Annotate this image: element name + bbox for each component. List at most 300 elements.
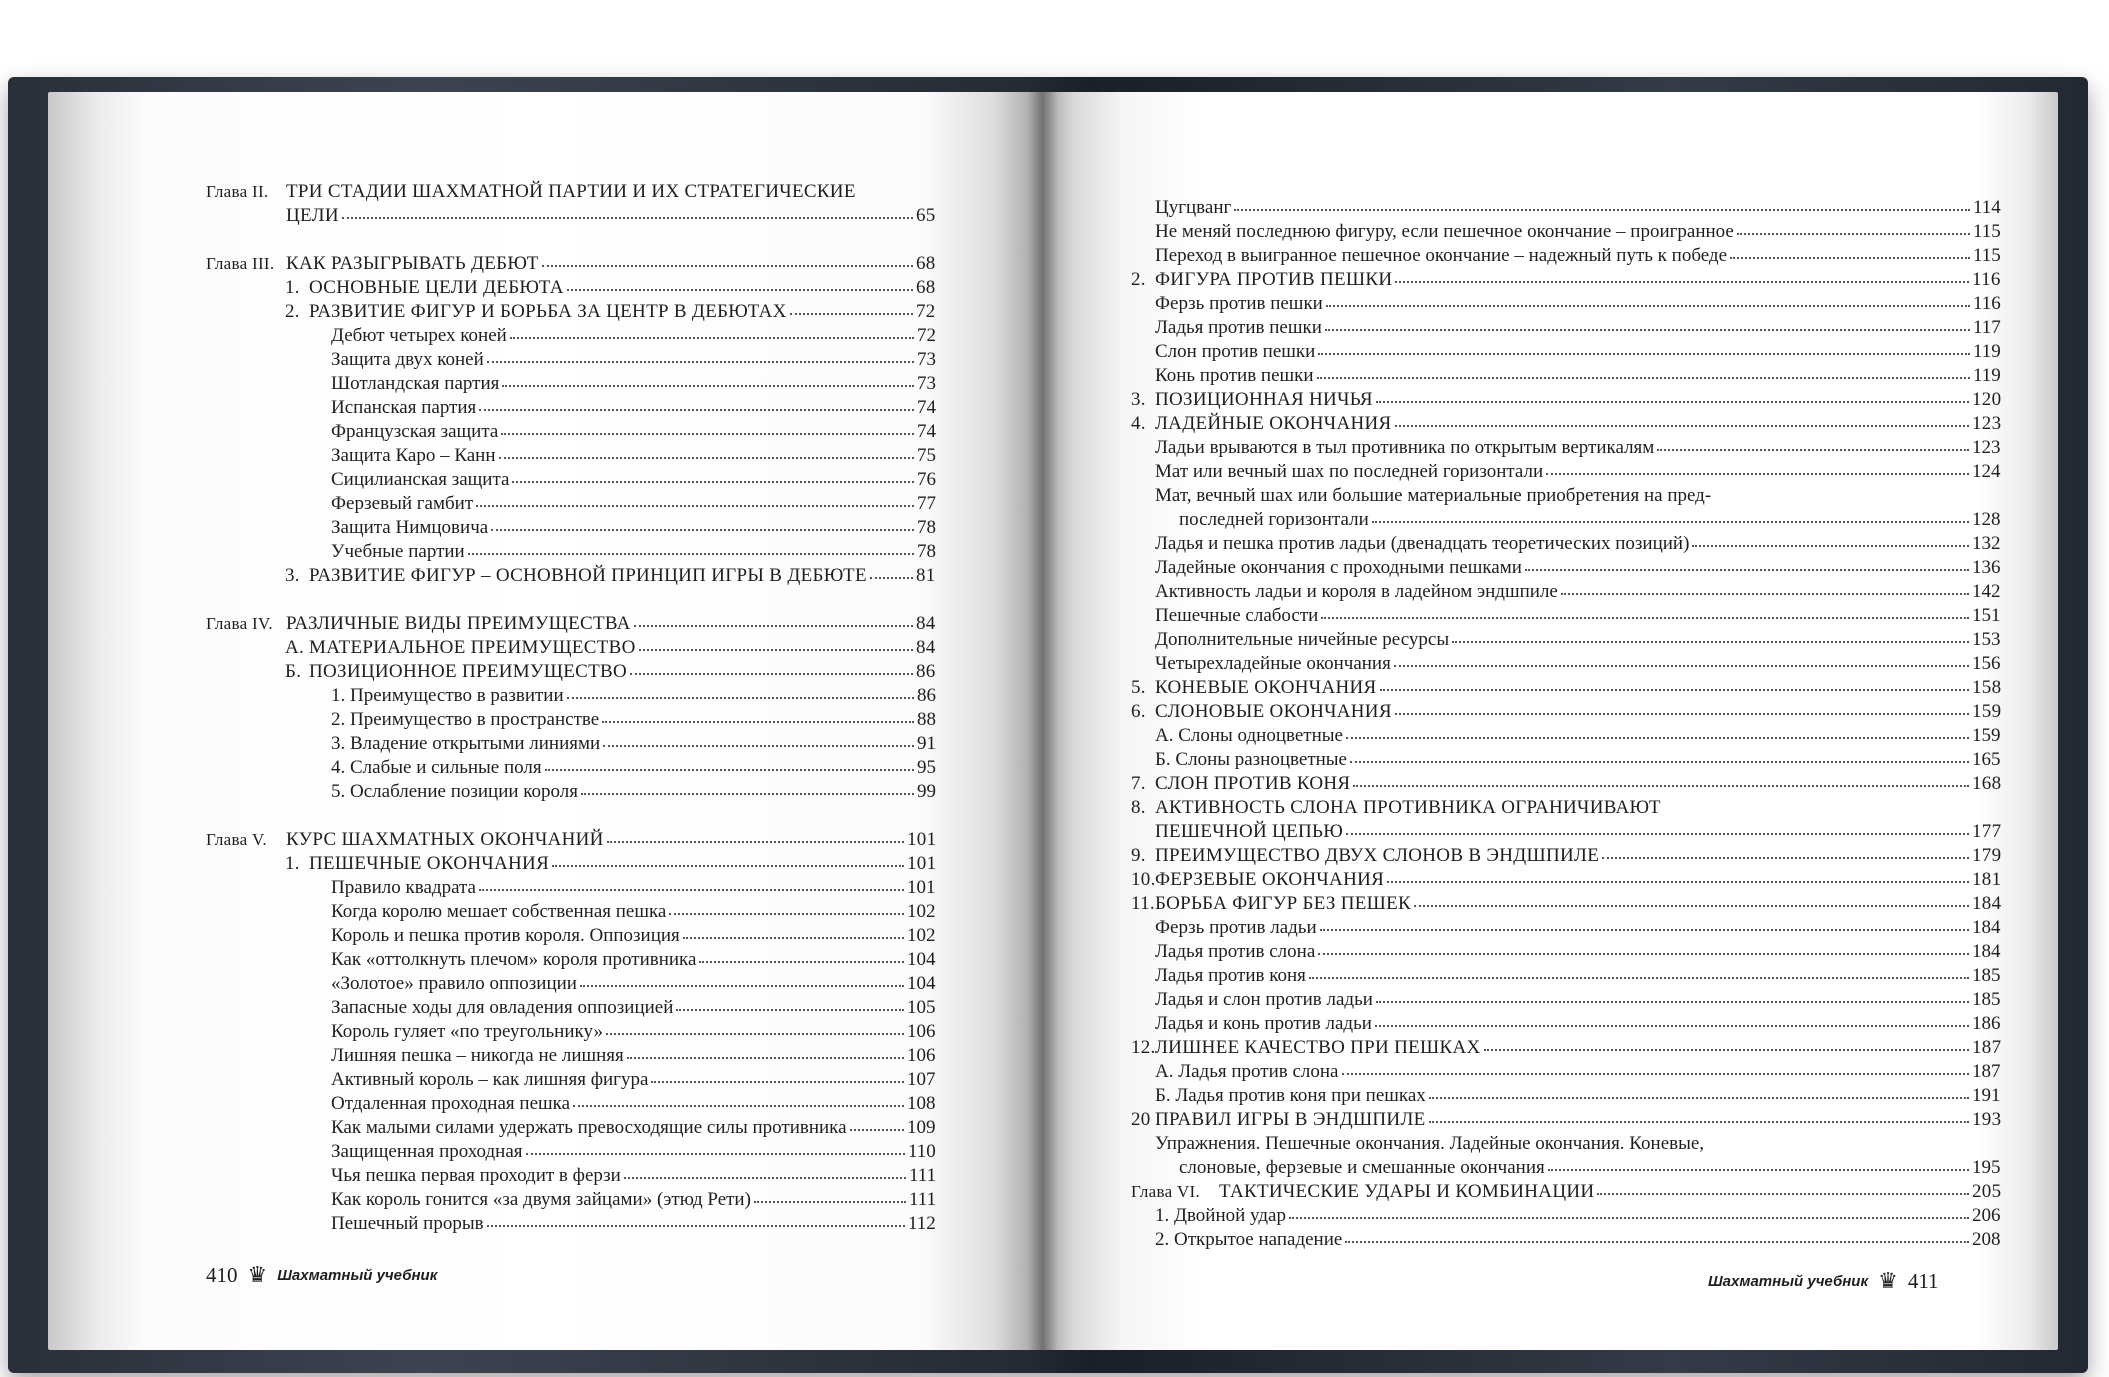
- dot-leader: [624, 1177, 906, 1179]
- entry-number: 3.: [285, 565, 300, 586]
- entry-title: Ферзь против ладьи: [1155, 917, 1317, 938]
- entry-title: Б. Ладья против коня при пешках: [1155, 1085, 1426, 1106]
- toc-entry: [1131, 868, 2001, 892]
- dot-leader: [639, 649, 913, 651]
- entry-page: 109: [907, 1117, 936, 1138]
- dot-leader: [1346, 833, 1969, 835]
- toc-entry: [206, 612, 936, 636]
- entry-title: Защищенная проходная: [331, 1141, 523, 1162]
- toc-entry: [1131, 460, 2001, 484]
- entry-title: КУРС ШАХМАТНЫХ ОКОНЧАНИЙ: [286, 829, 604, 850]
- entry-number: 6.: [1131, 701, 1146, 722]
- dot-leader: [1395, 281, 1969, 283]
- toc-entry: [1131, 700, 2001, 724]
- entry-page: 86: [916, 661, 936, 682]
- entry-page: 116: [1973, 293, 2001, 314]
- entry-title: Отдаленная проходная пешка: [331, 1093, 571, 1114]
- dot-leader: [1452, 641, 1969, 643]
- dot-leader: [501, 433, 914, 435]
- dot-leader: [1375, 1025, 1969, 1027]
- toc-entry: [1131, 244, 2001, 268]
- toc-entry: [1131, 940, 2001, 964]
- toc-entry: [1131, 220, 2001, 244]
- entry-title: РАЗЛИЧНЫЕ ВИДЫ ПРЕИМУЩЕСТВА: [286, 613, 631, 634]
- dot-leader: [502, 385, 914, 387]
- toc-entry: [206, 1140, 936, 1164]
- dot-leader: [850, 1129, 904, 1131]
- entry-title: А. Ладья против слона: [1155, 1061, 1339, 1082]
- toc-entry: [1131, 1084, 2001, 1108]
- entry-page: 136: [1972, 557, 2001, 578]
- toc-entry: [1131, 508, 2001, 532]
- dot-leader: [1350, 761, 1969, 763]
- toc-entry: [206, 876, 936, 900]
- entry-page: 120: [1972, 389, 2002, 410]
- entry-page: 195: [1972, 1157, 2001, 1178]
- entry-title: 5. Ослабление позиции короля: [331, 781, 579, 802]
- entry-page: 119: [1973, 341, 2001, 362]
- entry-title: Мат или вечный шах по последней горизонтали: [1155, 461, 1544, 482]
- entry-title: ТАКТИЧЕСКИЕ УДАРЫ И КОМБИНАЦИИ: [1219, 1181, 1595, 1202]
- dot-leader: [545, 769, 914, 771]
- entry-page: 184: [1972, 941, 2001, 962]
- toc-entry: [206, 468, 936, 492]
- toc-entry: [1131, 844, 2001, 868]
- dot-leader: [1737, 233, 1970, 235]
- entry-page: 115: [1973, 245, 2001, 266]
- dot-leader: [491, 529, 914, 531]
- entry-page: 123: [1972, 437, 2001, 458]
- entry-page: 110: [908, 1141, 936, 1162]
- entry-page: 184: [1972, 893, 2002, 914]
- toc-entry: [206, 372, 936, 396]
- toc-entry: [206, 1164, 936, 1188]
- toc-entry: [1131, 964, 2001, 988]
- dot-leader: [1380, 689, 1969, 691]
- entry-title: слоновые, ферзевые и смешанные окончания: [1179, 1157, 1545, 1178]
- entry-page: 185: [1972, 965, 2001, 986]
- entry-page: 142: [1972, 581, 2001, 602]
- entry-page: 151: [1972, 605, 2001, 626]
- entry-number: 7.: [1131, 773, 1146, 794]
- entry-title: РАЗВИТИЕ ФИГУР – ОСНОВНОЙ ПРИНЦИП ИГРЫ В ДЕБЮТЕ: [309, 565, 867, 586]
- dot-leader: [1548, 1169, 1969, 1171]
- table-of-contents-left: [206, 180, 936, 1236]
- dot-leader: [1342, 1073, 1969, 1075]
- entry-page: 187: [1972, 1061, 2001, 1082]
- entry-title: Защита Нимцовича: [331, 517, 489, 538]
- toc-entry: [1131, 1180, 2001, 1204]
- entry-title: 3. Владение открытыми линиями: [331, 733, 601, 754]
- entry-page: 81: [916, 565, 936, 586]
- dot-leader: [1325, 329, 1970, 331]
- entry-page: 102: [907, 925, 936, 946]
- entry-page: 73: [917, 349, 936, 370]
- entry-page: 72: [917, 325, 936, 346]
- toc-entry: [1131, 268, 2001, 292]
- entry-page: 91: [917, 733, 936, 754]
- entry-title: 2. Открытое нападение: [1155, 1229, 1343, 1250]
- entry-title: Пешечные слабости: [1155, 605, 1319, 626]
- dot-leader: [1546, 473, 1969, 475]
- dot-leader: [1394, 665, 1969, 667]
- entry-title: Запасные ходы для овладения оппозицией: [331, 997, 674, 1018]
- dot-leader: [512, 481, 914, 483]
- entry-title: Ферзевый гамбит: [331, 493, 474, 514]
- entry-page: 108: [907, 1093, 936, 1114]
- dot-leader: [699, 961, 904, 963]
- dot-leader: [487, 1225, 905, 1227]
- dot-leader: [1320, 929, 1969, 931]
- toc-entry: [1131, 1156, 2001, 1180]
- toc-entry: [1131, 1228, 2001, 1252]
- dot-leader: [870, 577, 913, 579]
- entry-title: Учебные партии: [331, 541, 465, 562]
- entry-page: 177: [1972, 821, 2002, 842]
- toc-entry: [206, 1044, 936, 1068]
- toc-entry: [206, 564, 936, 588]
- toc-entry: [206, 1116, 936, 1140]
- entry-title: Конь против пешки: [1155, 365, 1314, 386]
- toc-entry: [206, 300, 936, 324]
- left-page: [48, 92, 1043, 1350]
- entry-title: ЛАДЕЙНЫЕ ОКОНЧАНИЯ: [1155, 413, 1392, 434]
- entry-number: 12.: [1131, 1037, 1156, 1058]
- dot-leader: [1602, 857, 1969, 859]
- dot-leader: [1317, 377, 1970, 379]
- entry-title: СЛОН ПРОТИВ КОНЯ: [1155, 773, 1351, 794]
- entry-title: Слон против пешки: [1155, 341, 1316, 362]
- entry-number: 1.: [285, 277, 300, 298]
- entry-page: 128: [1972, 509, 2001, 530]
- entry-page: 72: [916, 301, 936, 322]
- toc-entry: [1131, 748, 2001, 772]
- entry-title: ФЕРЗЕВЫЕ ОКОНЧАНИЯ: [1155, 869, 1385, 890]
- dot-leader: [1376, 401, 1969, 403]
- dot-leader: [510, 337, 914, 339]
- entry-page: 106: [907, 1021, 936, 1042]
- dot-leader: [1657, 449, 1969, 451]
- entry-page: 68: [916, 253, 936, 274]
- entry-page: 107: [907, 1069, 936, 1090]
- dot-leader: [1234, 209, 1970, 211]
- dot-leader: [1318, 953, 1969, 955]
- dot-leader: [580, 985, 904, 987]
- toc-entry: [1131, 292, 2001, 316]
- entry-page: 205: [1972, 1181, 2002, 1202]
- entry-title: Защита Каро – Канн: [331, 445, 496, 466]
- chapter-label: Глава III.: [206, 254, 275, 273]
- dot-leader: [602, 721, 914, 723]
- running-title: Шахматный учебник: [1708, 1272, 1869, 1290]
- entry-title: Ладья и слон против ладьи: [1155, 989, 1373, 1010]
- toc-entry: [1131, 436, 2001, 460]
- entry-page: 104: [907, 973, 936, 994]
- entry-title: КОНЕВЫЕ ОКОНЧАНИЯ: [1155, 677, 1377, 698]
- toc-entry: [206, 324, 936, 348]
- entry-number: Б.: [285, 661, 302, 682]
- entry-title: Ладья против пешки: [1155, 317, 1322, 338]
- dot-leader: [603, 745, 914, 747]
- entry-number: 1.: [285, 853, 300, 874]
- entry-title: ПЕШЕЧНЫЕ ОКОНЧАНИЯ: [309, 853, 550, 874]
- entry-title: ТРИ СТАДИИ ШАХМАТНОЙ ПАРТИИ И ИХ СТРАТЕГИЧЕСКИЕ: [286, 181, 856, 202]
- entry-page: 65: [916, 205, 936, 226]
- toc-entry: [1131, 532, 2001, 556]
- toc-entry: [206, 684, 936, 708]
- entry-title: Ладья против слона: [1155, 941, 1316, 962]
- toc-entry: [1131, 1132, 2001, 1156]
- entry-title: Правило квадрата: [331, 877, 476, 898]
- entry-number: 8.: [1131, 797, 1146, 818]
- entry-number: 9.: [1131, 845, 1146, 866]
- toc-entry: [1131, 820, 2001, 844]
- toc-entry: [206, 732, 936, 756]
- entry-title: Ферзь против пешки: [1155, 293, 1323, 314]
- entry-title: Ладьи врываются в тыл противника по открытым вертикалям: [1155, 437, 1655, 458]
- entry-page: 181: [1972, 869, 2002, 890]
- entry-page: 119: [1973, 365, 2001, 386]
- entry-title: Дополнительные ничейные ресурсы: [1155, 629, 1450, 650]
- toc-entry: [1131, 604, 2001, 628]
- entry-page: 84: [916, 613, 936, 634]
- entry-title: 1. Преимущество в развитии: [331, 685, 564, 706]
- entry-page: 105: [907, 997, 936, 1018]
- page-number: 411: [1907, 1268, 1939, 1293]
- chapter-label: Глава IV.: [206, 614, 273, 633]
- entry-page: 99: [917, 781, 936, 802]
- toc-entry: [206, 828, 936, 852]
- entry-page: 73: [917, 373, 936, 394]
- entry-number: 11.: [1131, 893, 1155, 914]
- toc-entry: [206, 636, 936, 660]
- dot-leader: [627, 1057, 904, 1059]
- toc-entry: [1131, 580, 2001, 604]
- toc-entry: [206, 1020, 936, 1044]
- entry-title: ПРАВИЛ ИГРЫ В ЭНДШПИЛЕ: [1155, 1109, 1426, 1130]
- toc-entry: [206, 396, 936, 420]
- dot-leader: [1429, 1121, 1969, 1123]
- entry-page: 75: [917, 445, 936, 466]
- entry-number: 3.: [1131, 389, 1146, 410]
- dot-leader: [1414, 905, 1969, 907]
- toc-entry: [1131, 484, 2001, 508]
- entry-title: А. Слоны одноцветные: [1155, 725, 1343, 746]
- running-title: Шахматный учебник: [277, 1266, 438, 1284]
- entry-title: СЛОНОВЫЕ ОКОНЧАНИЯ: [1155, 701, 1392, 722]
- entry-title: Активный король – как лишняя фигура: [331, 1069, 649, 1090]
- toc-entry: [1131, 1036, 2001, 1060]
- entry-title: МАТЕРИАЛЬНОЕ ПРЕИМУЩЕСТВО: [309, 637, 636, 658]
- toc-entry: [206, 540, 936, 564]
- entry-title: ЛИШНЕЕ КАЧЕСТВО ПРИ ПЕШКАХ: [1155, 1037, 1481, 1058]
- entry-title: Испанская партия: [331, 397, 477, 418]
- toc-entry: [1131, 364, 2001, 388]
- right-page-footer: [1708, 1268, 1939, 1294]
- dot-leader: [1730, 257, 1970, 259]
- entry-title: Король гуляет «по треугольнику»: [331, 1021, 603, 1042]
- toc-entry: [1131, 652, 2001, 676]
- entry-title: 4. Слабые и сильные поля: [331, 757, 542, 778]
- entry-number: 2.: [285, 301, 300, 322]
- toc-entry: [206, 948, 936, 972]
- entry-title: Как малыми силами удержать превосходящие силы противника: [331, 1117, 847, 1138]
- dot-leader: [1346, 737, 1969, 739]
- entry-title: Защита двух коней: [331, 349, 484, 370]
- toc-entry: [1131, 796, 2001, 820]
- dot-leader: [1372, 521, 1969, 523]
- toc-entry: [206, 492, 936, 516]
- toc-entry: [206, 924, 936, 948]
- entry-number: 2.: [1131, 269, 1146, 290]
- dot-leader: [1429, 1097, 1969, 1099]
- dot-leader: [607, 841, 904, 843]
- entry-page: 106: [907, 1045, 936, 1066]
- dot-leader: [634, 625, 913, 627]
- dot-leader: [1309, 977, 1969, 979]
- dot-leader: [1395, 425, 1969, 427]
- entry-page: 159: [1972, 725, 2001, 746]
- toc-entry: [206, 1068, 936, 1092]
- toc-entry: [206, 756, 936, 780]
- entry-page: 185: [1972, 989, 2001, 1010]
- entry-page: 191: [1972, 1085, 2001, 1106]
- entry-page: 123: [1972, 413, 2002, 434]
- entry-page: 186: [1972, 1013, 2001, 1034]
- dot-leader: [1318, 353, 1970, 355]
- chapter-label: Глава II.: [206, 182, 269, 201]
- dot-leader: [567, 697, 914, 699]
- dot-leader: [1376, 1001, 1969, 1003]
- entry-page: 116: [1972, 269, 2001, 290]
- toc-entry: [1131, 628, 2001, 652]
- dot-leader: [1387, 881, 1969, 883]
- dot-leader: [526, 1153, 905, 1155]
- entry-title: ПРЕИМУЩЕСТВО ДВУХ СЛОНОВ В ЭНДШПИЛЕ: [1155, 845, 1600, 866]
- toc-entry: [206, 972, 936, 996]
- entry-title: Не меняй последнюю фигуру, если пешечное окончание – проигранное: [1155, 221, 1734, 242]
- entry-title: Французская защита: [331, 421, 499, 442]
- entry-title: ФИГУРА ПРОТИВ ПЕШКИ: [1155, 269, 1393, 290]
- chess-queen-icon: ♛: [1878, 1268, 1898, 1293]
- entry-title: ЦЕЛИ: [286, 205, 339, 226]
- entry-page: 112: [908, 1213, 936, 1234]
- entry-page: 206: [1972, 1205, 2001, 1226]
- dot-leader: [1395, 713, 1969, 715]
- toc-entry: [206, 996, 936, 1020]
- entry-title: Лишняя пешка – никогда не лишняя: [331, 1045, 624, 1066]
- dot-leader: [542, 265, 913, 267]
- toc-entry: [1131, 556, 2001, 580]
- entry-title: Как «оттолкнуть плечом» короля противника: [331, 949, 697, 970]
- toc-entry: [206, 276, 936, 300]
- entry-number: А.: [285, 637, 305, 658]
- entry-page: 78: [917, 517, 936, 538]
- entry-title: Пешечный прорыв: [331, 1213, 484, 1234]
- entry-title: Когда королю мешает собственная пешка: [331, 901, 667, 922]
- dot-leader: [342, 217, 913, 219]
- entry-page: 111: [909, 1165, 937, 1186]
- toc-entry: [1131, 772, 2001, 796]
- dot-leader: [479, 409, 914, 411]
- toc-entry: [206, 1092, 936, 1116]
- entry-title: «Золотое» правило оппозиции: [331, 973, 577, 994]
- toc-entry: [1131, 412, 2001, 436]
- chapter-label: Глава VI.: [1131, 1182, 1201, 1201]
- right-page: [1043, 92, 2058, 1350]
- entry-title: Активность ладьи и короля в ладейном эндшпиле: [1155, 581, 1558, 602]
- toc-entry: [1131, 724, 2001, 748]
- dot-leader: [1345, 1241, 1969, 1243]
- entry-page: 114: [1973, 197, 2001, 218]
- dot-leader: [479, 889, 904, 891]
- entry-page: 187: [1972, 1037, 2002, 1058]
- toc-entry: [206, 420, 936, 444]
- entry-page: 74: [917, 421, 936, 442]
- dot-leader: [790, 313, 913, 315]
- entry-page: 104: [907, 949, 936, 970]
- dot-leader: [1525, 569, 1969, 571]
- entry-page: 84: [916, 637, 936, 658]
- entry-page: 193: [1972, 1109, 2002, 1130]
- entry-title: 2. Преимущество в пространстве: [331, 709, 600, 730]
- entry-page: 124: [1972, 461, 2001, 482]
- entry-page: 88: [917, 709, 936, 730]
- dot-leader: [1326, 305, 1970, 307]
- entry-page: 115: [1973, 221, 2001, 242]
- entry-page: 101: [907, 877, 936, 898]
- dot-leader: [1561, 593, 1969, 595]
- entry-page: 78: [917, 541, 936, 562]
- entry-title: ПЕШЕЧНОЙ ЦЕПЬЮ: [1155, 821, 1344, 842]
- entry-title: Цугцванг: [1155, 197, 1232, 218]
- toc-entry: [206, 516, 936, 540]
- entry-page: 111: [909, 1189, 937, 1210]
- toc-entry: [1131, 316, 2001, 340]
- entry-page: 208: [1972, 1229, 2001, 1250]
- toc-entry: [206, 900, 936, 924]
- entry-title: Ладейные окончания с проходными пешками: [1155, 557, 1522, 578]
- dot-leader: [606, 1033, 904, 1035]
- entry-title: РАЗВИТИЕ ФИГУР И БОРЬБА ЗА ЦЕНТР В ДЕБЮТАХ: [309, 301, 787, 322]
- entry-page: 168: [1972, 773, 2002, 794]
- entry-title: БОРЬБА ФИГУР БЕЗ ПЕШЕК: [1155, 893, 1411, 914]
- entry-title: Сицилианская защита: [331, 469, 510, 490]
- toc-entry: [1131, 892, 2001, 916]
- dot-leader: [1321, 617, 1969, 619]
- entry-page: 74: [917, 397, 936, 418]
- entry-page: 179: [1972, 845, 2002, 866]
- toc-entry: [206, 252, 936, 276]
- entry-title: КАК РАЗЫГРЫВАТЬ ДЕБЮТ: [286, 253, 539, 274]
- entry-page: 158: [1972, 677, 2002, 698]
- entry-title: последней горизонтали: [1179, 509, 1369, 530]
- entry-title: Переход в выигранное пешечное окончание – надежный путь к победе: [1155, 245, 1728, 266]
- entry-page: 156: [1972, 653, 2001, 674]
- dot-leader: [683, 937, 904, 939]
- entry-page: 101: [907, 829, 937, 850]
- entry-title: Чья пешка первая проходит в ферзи: [331, 1165, 621, 1186]
- dot-leader: [1353, 785, 1969, 787]
- toc-entry: [1131, 916, 2001, 940]
- chapter-label: Глава V.: [206, 830, 267, 849]
- book-gutter: [1028, 92, 1058, 1350]
- toc-entry: [206, 348, 936, 372]
- entry-page: 117: [1973, 317, 2001, 338]
- entry-number: 4.: [1131, 413, 1146, 434]
- dot-leader: [1692, 545, 1969, 547]
- dot-leader: [573, 1105, 904, 1107]
